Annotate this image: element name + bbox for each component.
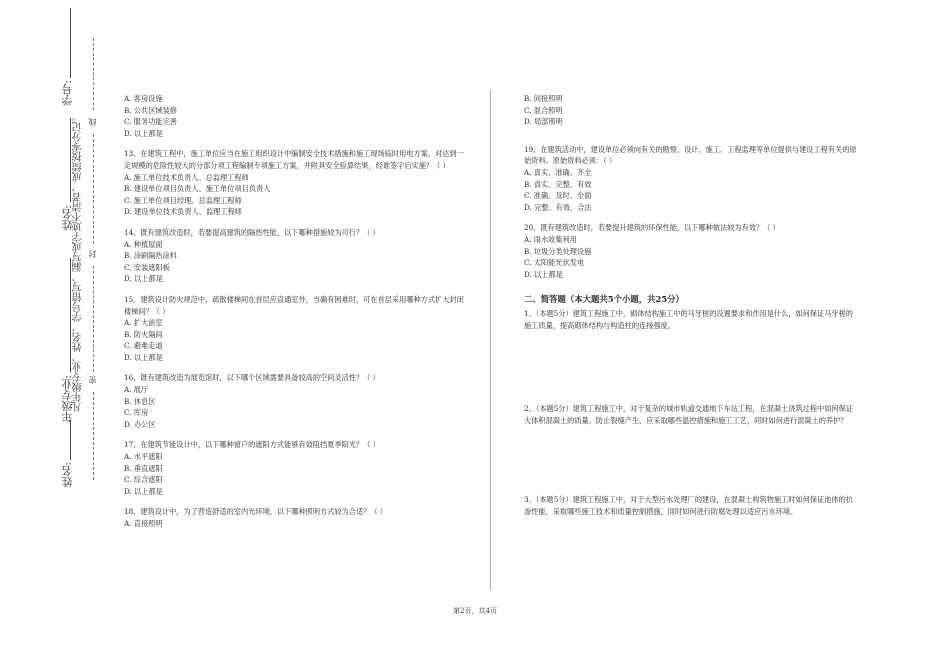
option: B. 建设单位项目负责人、施工单位项目负责人 [124, 184, 271, 194]
page-footer: 第2页，共4页 [453, 607, 497, 615]
column-divider [490, 90, 491, 590]
option: B. 垃圾分类处理设施 [524, 246, 592, 256]
option: C. 太阳能光伏发电 [524, 258, 585, 268]
section-title: 二、简答题（本大题共5个小题，共25分） [524, 294, 684, 305]
answer-space [524, 426, 860, 494]
question-15 [124, 294, 464, 364]
option: D. 完整、有效、合法 [524, 202, 592, 212]
seal-feng: 封 [88, 250, 97, 258]
option: A. 直接照明 [124, 519, 163, 528]
option: A. 施工单位技术负责人、总监理工程师 [124, 172, 249, 182]
option: B. 真实、完整、有效 [524, 179, 592, 189]
option: D. 建设单位技术负责人、监理工程师 [124, 207, 242, 217]
q18-remaining-options [524, 93, 860, 128]
option: B. 垂直遮阳 [124, 463, 163, 473]
option: B. 公共区域装修 [124, 105, 177, 115]
q12-options [124, 93, 464, 139]
question-stem: 15、建筑设计防火规范中，疏散楼梯间在首层应直通室外，当确有困难时，可在首层采用哪种方式扩大封闭楼梯间？（ ） [124, 294, 464, 316]
option: A. 种植屋面 [124, 239, 163, 249]
student-id-line [70, 8, 71, 78]
short-answer-1: 1、（本题5分）建筑工程施工中，砌体结构施工中的马牙槎的设置要求和作用是什么，如何保证马牙槎的施工质量，提高砌体结构与构造柱的连接强度。 [524, 308, 853, 330]
question-stem: 20、既有建筑改造时，若要提升建筑的环保性能，以下哪种做法较为有效？（ ） [524, 223, 780, 233]
option: C. 准确、及时、全面 [524, 191, 592, 201]
option: C. 避难走道 [124, 341, 163, 351]
dashed-line-bottom [93, 392, 94, 480]
binding-margin [0, 0, 110, 672]
class-line [70, 258, 71, 372]
exam-site-line [70, 420, 71, 460]
seal-xian: 线 [88, 118, 97, 126]
option: D. 局部照明 [524, 117, 563, 127]
question-16 [124, 372, 464, 430]
question-14 [124, 227, 464, 285]
question-stem: 17、在建筑节能设计中，以下哪种窗户的遮阳方式能够有效阻挡夏季阳光？（ ） [124, 440, 380, 450]
name-label: 姓名: [61, 205, 74, 231]
notice-text: 凡年级专业、姓名、学号错写、漏写或字迹不清者，成绩按零分记。 [73, 112, 84, 412]
option: C. 服务功能完善 [124, 117, 177, 127]
option: D. 以上都是 [124, 352, 163, 362]
question-13 [124, 148, 464, 218]
question-stem: 16、既有建筑改造为展览馆时，以下哪个区域需要具备较高的空间灵活性？（ ） [124, 373, 380, 383]
option: B. 防火隔间 [124, 329, 163, 339]
option: C. 施工单位项目经理、总监理工程师 [124, 195, 242, 205]
option: A. 扩大前室 [124, 318, 163, 328]
dashed-line-lower [93, 266, 94, 372]
option: C. 综合遮阳 [124, 475, 163, 485]
option: C. 库房 [124, 408, 149, 418]
short-answer-3: 3、（本题5分）建筑工程施工中，对于大型污水处理厂的建设，在混凝土构筑物施工时如何保证池体的抗渗性能，采取哪些施工技术和质量控制措施，同时如何进行防腐处理以适应污水环境。 [524, 495, 853, 516]
question-stem: 19、在建筑活动中，建设单位必须向有关的勘察、设计、施工、工程监理等单位提供与建设工程有关的原始资料。原始资料必须：（ ） [524, 144, 857, 166]
option: C. 混合照明 [524, 105, 563, 115]
question-20 [524, 222, 860, 280]
question-17 [124, 439, 464, 497]
option: D. 以上都是 [124, 128, 163, 138]
option: C. 安装遮阳板 [124, 262, 170, 272]
seal-mi: 密 [88, 376, 97, 384]
option: B. 涂刷隔热涂料 [124, 251, 177, 261]
option: B. 休息区 [124, 396, 156, 406]
option: A. 雨水收集利用 [524, 234, 577, 244]
question-stem: 18、建筑设计中，为了营造舒适的室内光环境，以下哪种照明方式较为合适？（ ） [124, 507, 387, 517]
option: A. 客房设施 [124, 94, 163, 103]
question-stem: 14、既有建筑改造时，若要提高建筑的隔热性能，以下哪种措施较为可行？（ ） [124, 227, 380, 237]
answer-space [524, 331, 860, 403]
question-19 [524, 144, 860, 214]
dashed-line-mid [93, 134, 94, 244]
option: D. 以上都是 [124, 274, 163, 284]
student-id-label: 学号: [61, 80, 74, 106]
right-column [524, 93, 860, 517]
left-column [124, 93, 464, 530]
name-line [70, 118, 71, 202]
option: A. 水平遮阳 [124, 452, 163, 462]
question-18 [124, 506, 464, 529]
option: B. 间接照明 [524, 94, 563, 103]
class-label: 年级专业: [61, 375, 74, 423]
option: A. 真实、准确、齐全 [524, 167, 592, 177]
option: A. 展厅 [124, 385, 149, 395]
question-stem: 13、在建筑工程中，施工单位应当在施工组织设计中编制安全技术措施和施工现场临时用电方案，对达到一定规模的危险性较大的分部分项工程编制专项施工方案，并附具安全验算结果，经谁签字后实施？（ ） [124, 149, 464, 170]
option: D. 以上都是 [524, 269, 563, 279]
dashed-line-top [93, 38, 94, 110]
option: D. 以上都是 [124, 486, 163, 496]
option: D. 办公区 [124, 419, 156, 429]
short-answer-2: 2、（本题5分）建筑工程施工中，对于复杂的城市轨道交通地下车站工程，在混凝土浇筑过程中如何保证大体积混凝土的质量，防止裂缝产生，应采取哪些温控措施和施工工艺，同时如何进行混凝土的养护？ [524, 404, 853, 425]
exam-site-label: 姓名: [61, 462, 74, 488]
